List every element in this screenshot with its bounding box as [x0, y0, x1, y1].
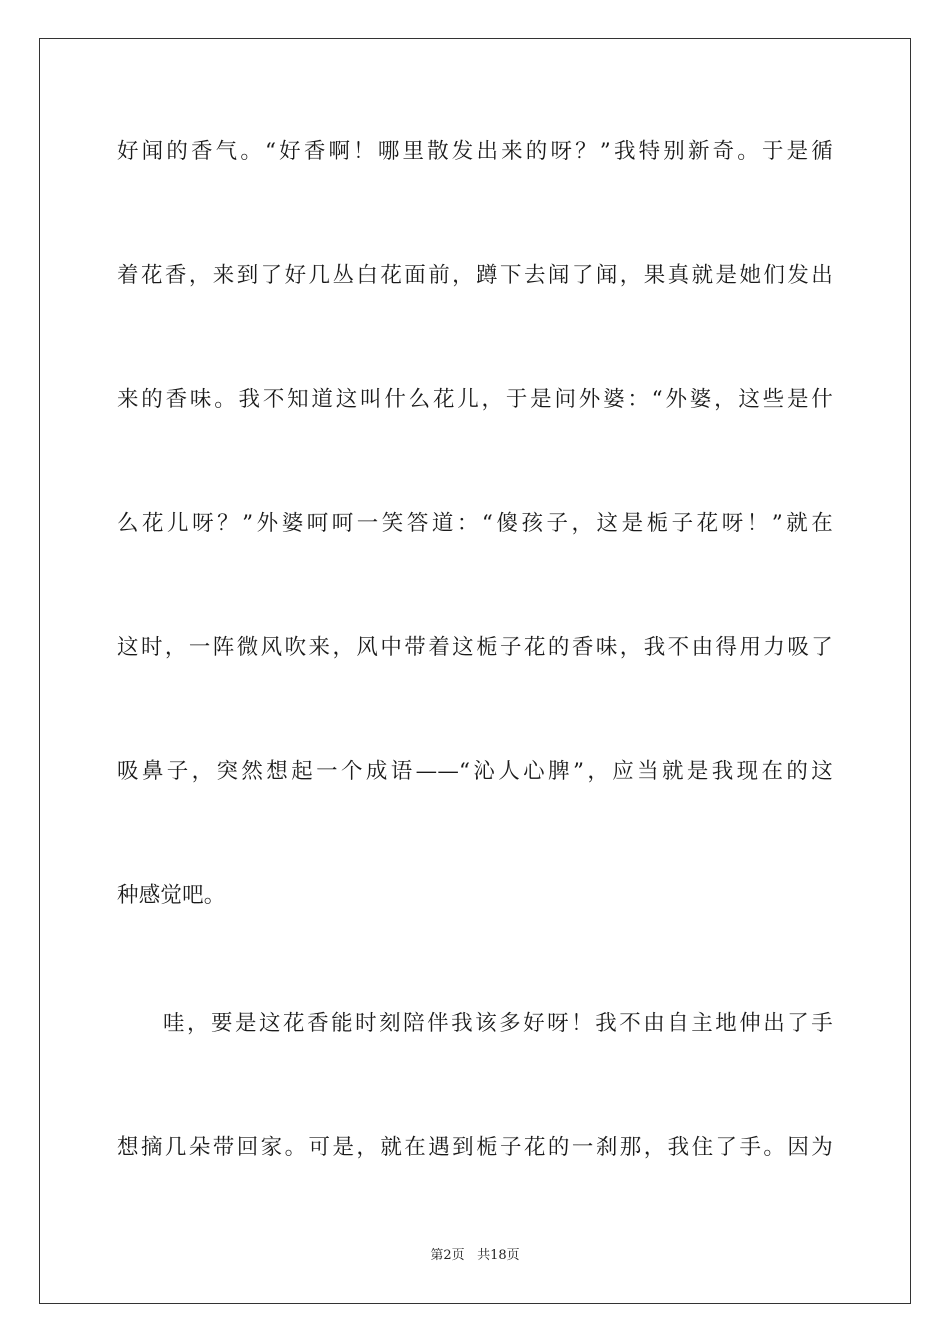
page-border — [39, 38, 911, 1304]
text-line-3: 来的香味。我不知道这叫什么花儿，于是问外婆：“外婆，这些是什 — [117, 387, 833, 412]
text-line-2: 着花香，来到了好几丛白花面前，蹲下去闻了闻，果真就是她们发出 — [117, 263, 833, 288]
page-footer — [0, 1247, 950, 1265]
text-line-5: 这时，一阵微风吹来，风中带着这栀子花的香味，我不由得用力吸了 — [117, 635, 833, 660]
text-line-9: 想摘几朵带回家。可是，就在遇到栀子花的一刹那，我住了手。因为 — [117, 1135, 833, 1160]
page-number: 第2页 — [430, 1248, 465, 1263]
text-line-8: 哇，要是这花香能时刻陪伴我该多好呀！我不由自主地伸出了手 — [163, 1011, 833, 1036]
page-total: 共18页 — [477, 1248, 520, 1263]
text-line-7: 种感觉吧。 — [117, 883, 226, 908]
text-line-6: 吸鼻子，突然想起一个成语——“沁人心脾”，应当就是我现在的这 — [117, 759, 833, 784]
text-line-1: 好闻的香气。“好香啊！哪里散发出来的呀？”我特别新奇。于是循 — [117, 139, 833, 164]
text-line-4: 么花儿呀？”外婆呵呵一笑答道：“傻孩子，这是栀子花呀！”就在 — [117, 511, 833, 536]
